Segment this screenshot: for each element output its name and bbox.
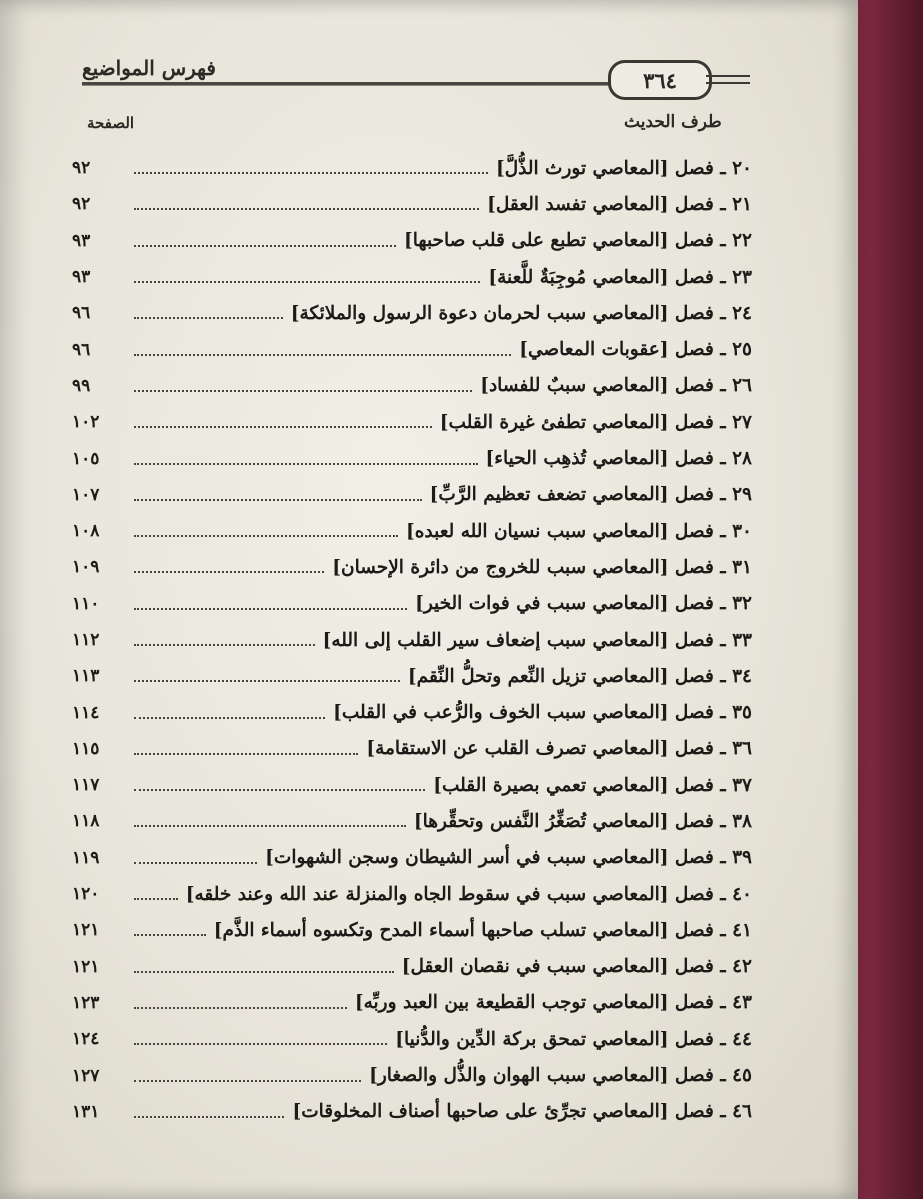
toc-entry-page: ١٠٩ <box>72 557 100 578</box>
leader-dots <box>134 680 400 682</box>
header-rule <box>82 82 612 86</box>
page-column-label: الصفحة <box>87 114 135 132</box>
toc-entry <box>72 876 752 912</box>
toc-entry-page: ١٢١ <box>72 956 100 977</box>
toc-entry-title: ٢٥ ـ فصل [عقوبات المعاصي] <box>519 339 752 361</box>
toc-entry <box>72 223 752 259</box>
header-title: فهرس المواضيع <box>82 56 216 80</box>
toc-entry-page: ١١٥ <box>72 738 100 759</box>
toc-entry-page: ٩٩ <box>72 375 91 396</box>
toc-entry-title: ٣٢ ـ فصل [المعاصي سبب في فوات الخير] <box>415 593 752 615</box>
leader-dots <box>134 172 488 174</box>
leader-dots <box>134 245 396 247</box>
toc-entry <box>72 549 752 585</box>
toc-entry-page: ١٣١ <box>72 1101 100 1122</box>
toc-entry-page: ٩٦ <box>72 339 91 360</box>
toc-entry <box>72 586 752 622</box>
toc-entry-title: ٣٨ ـ فصل [المعاصي تُصَغِّرُ النَّفس وتحقِّرها] <box>413 810 752 832</box>
leader-dots <box>134 1007 347 1009</box>
toc-entry <box>72 840 752 876</box>
toc-entry-page: ١٠٨ <box>72 521 100 542</box>
toc-entry-title: ٢١ ـ فصل [المعاصي تفسد العقل] <box>487 193 752 215</box>
toc-entry-page: ٩٣ <box>72 230 91 251</box>
toc-entry-title: ٤٠ ـ فصل [المعاصي سبب في سقوط الجاه والمنزلة عند الله وعند خلقه] <box>185 883 752 905</box>
toc-entry-page: ٩٢ <box>72 194 91 215</box>
leader-dots <box>134 463 478 465</box>
toc-entry-page: ٩٦ <box>72 303 91 324</box>
leader-dots <box>134 789 425 791</box>
toc-entry-page: ١٢٤ <box>72 1029 100 1050</box>
toc-entry <box>72 658 752 694</box>
toc-entry-title: ٢٨ ـ فصل [المعاصي تُذهِب الحياء] <box>485 448 752 470</box>
toc-entry-title: ٣٥ ـ فصل [المعاصي سبب الخوف والرُّعب في القلب] <box>333 702 752 724</box>
toc-entry <box>72 622 752 658</box>
leader-dots <box>134 934 206 936</box>
toc-entry-title: ٤٦ ـ فصل [المعاصي تجرِّئ على صاحبها أصناف المخلوقات] <box>292 1101 752 1123</box>
toc-entry-title: ٣٦ ـ فصل [المعاصي تصرف القلب عن الاستقامة] <box>366 738 752 760</box>
toc-entry-page: ١١٨ <box>72 811 100 832</box>
toc-entry-title: ٢٤ ـ فصل [المعاصي سبب لحرمان دعوة الرسول والملائكة] <box>290 302 752 324</box>
leader-dots <box>134 862 257 864</box>
toc-entry <box>72 985 752 1021</box>
toc-entry-title: ٣٧ ـ فصل [المعاصي تعمي بصيرة القلب] <box>433 774 752 796</box>
leader-dots <box>134 825 406 827</box>
leader-dots <box>134 644 315 646</box>
leader-dots <box>134 499 422 501</box>
toc-entry-title: ٤٢ ـ فصل [المعاصي سبب في نقصان العقل] <box>401 956 752 978</box>
leader-dots <box>134 571 324 573</box>
toc-entry <box>72 1021 752 1057</box>
toc-entry <box>72 1094 752 1130</box>
toc-entry-title: ٤٤ ـ فصل [المعاصي تمحق بركة الدِّين والدُّنيا] <box>395 1028 752 1050</box>
toc-entry <box>72 912 752 948</box>
page-number: ٣٦٤ <box>643 67 677 93</box>
toc-entry-page: ٩٣ <box>72 267 91 288</box>
topic-column-label: طرف الحديث <box>624 112 722 132</box>
toc-entry-page: ١٠٢ <box>72 412 100 433</box>
toc-entry-title: ٢٢ ـ فصل [المعاصي تطبع على قلب صاحبها] <box>404 230 752 252</box>
toc-entry <box>72 1057 752 1093</box>
toc-entry-page: ١١٢ <box>72 630 100 650</box>
toc-entry-page: ١١٠ <box>72 593 100 614</box>
leader-dots <box>134 608 407 610</box>
header-double-rule <box>706 75 750 84</box>
toc-entry-page: ١١٩ <box>72 847 100 868</box>
leader-dots <box>134 354 511 356</box>
toc-entry-title: ٢٠ ـ فصل [المعاصي تورث الذُّلَّ] <box>495 157 752 179</box>
toc-entry <box>72 767 752 803</box>
page-header <box>60 52 750 100</box>
toc-entry <box>72 186 752 222</box>
toc-entry-page: ١١٣ <box>72 666 100 687</box>
toc-entry <box>72 477 752 513</box>
leader-dots <box>134 390 472 392</box>
leader-dots <box>134 535 398 537</box>
toc-entry-page: ١١٤ <box>72 702 100 723</box>
toc-entry-page: ١٢٠ <box>72 884 100 905</box>
leader-dots <box>134 717 325 719</box>
toc-entry-title: ٢٩ ـ فصل [المعاصي تضعف تعظيم الرَّبِّ] <box>429 484 752 506</box>
page-number-badge <box>608 60 712 100</box>
toc-entry <box>72 803 752 839</box>
toc-entry-page: ١٢٧ <box>72 1065 100 1086</box>
toc-entry-page: ١٠٧ <box>72 484 100 505</box>
toc-entry-page: ٩٢ <box>72 158 91 179</box>
toc-entry-page: ١٢٣ <box>72 992 100 1013</box>
toc-entry-page: ١١٧ <box>72 775 100 796</box>
toc-list <box>72 150 752 1130</box>
toc-entry-title: ٢٧ ـ فصل [المعاصي تطفئ غيرة القلب] <box>439 411 752 433</box>
toc-entry-title: ٣٣ ـ فصل [المعاصي سبب إضعاف سير القلب إلى الله] <box>322 629 752 651</box>
leader-dots <box>134 1080 361 1082</box>
toc-entry <box>72 731 752 767</box>
toc-entry-title: ٤٥ ـ فصل [المعاصي سبب الهوان والذُّل والصغار] <box>369 1065 752 1087</box>
leader-dots <box>134 426 432 428</box>
toc-entry <box>72 404 752 440</box>
leader-dots <box>134 281 480 283</box>
toc-entry-title: ٣٩ ـ فصل [المعاصي سبب في أسر الشيطان وسجن الشهوات] <box>265 847 752 869</box>
toc-entry <box>72 259 752 295</box>
leader-dots <box>134 317 283 319</box>
toc-entry <box>72 295 752 331</box>
toc-entry <box>72 331 752 367</box>
toc-entry-title: ٣٤ ـ فصل [المعاصي تزيل النِّعم وتحلُّ النِّقم] <box>407 665 752 687</box>
leader-dots <box>134 898 178 900</box>
toc-entry-title: ٣١ ـ فصل [المعاصي سبب للخروج من دائرة الإحسان] <box>332 556 752 578</box>
toc-entry-title: ٤١ ـ فصل [المعاصي تسلب صاحبها أسماء المدح وتكسوه أسماء الذَّم] <box>213 919 752 941</box>
toc-entry <box>72 513 752 549</box>
toc-entry-page: ١٠٥ <box>72 448 100 469</box>
leader-dots <box>134 208 479 210</box>
leader-dots <box>134 971 394 973</box>
toc-entry-title: ٣٠ ـ فصل [المعاصي سبب نسيان الله لعبده] <box>405 520 752 542</box>
toc-entry-title: ٢٦ ـ فصل [المعاصي سببٌ للفساد] <box>480 375 752 397</box>
leader-dots <box>134 753 358 755</box>
toc-entry <box>72 440 752 476</box>
toc-entry-title: ٢٣ ـ فصل [المعاصي مُوجِبَةٌ للَّعنة] <box>488 266 752 288</box>
toc-entry <box>72 150 752 186</box>
toc-entry <box>72 694 752 730</box>
leader-dots <box>134 1043 387 1045</box>
toc-entry <box>72 949 752 985</box>
toc-entry-title: ٤٣ ـ فصل [المعاصي توجب القطيعة بين العبد وربِّه] <box>354 992 752 1014</box>
toc-entry <box>72 368 752 404</box>
leader-dots <box>134 1116 284 1118</box>
toc-entry-page: ١٢١ <box>72 920 100 941</box>
